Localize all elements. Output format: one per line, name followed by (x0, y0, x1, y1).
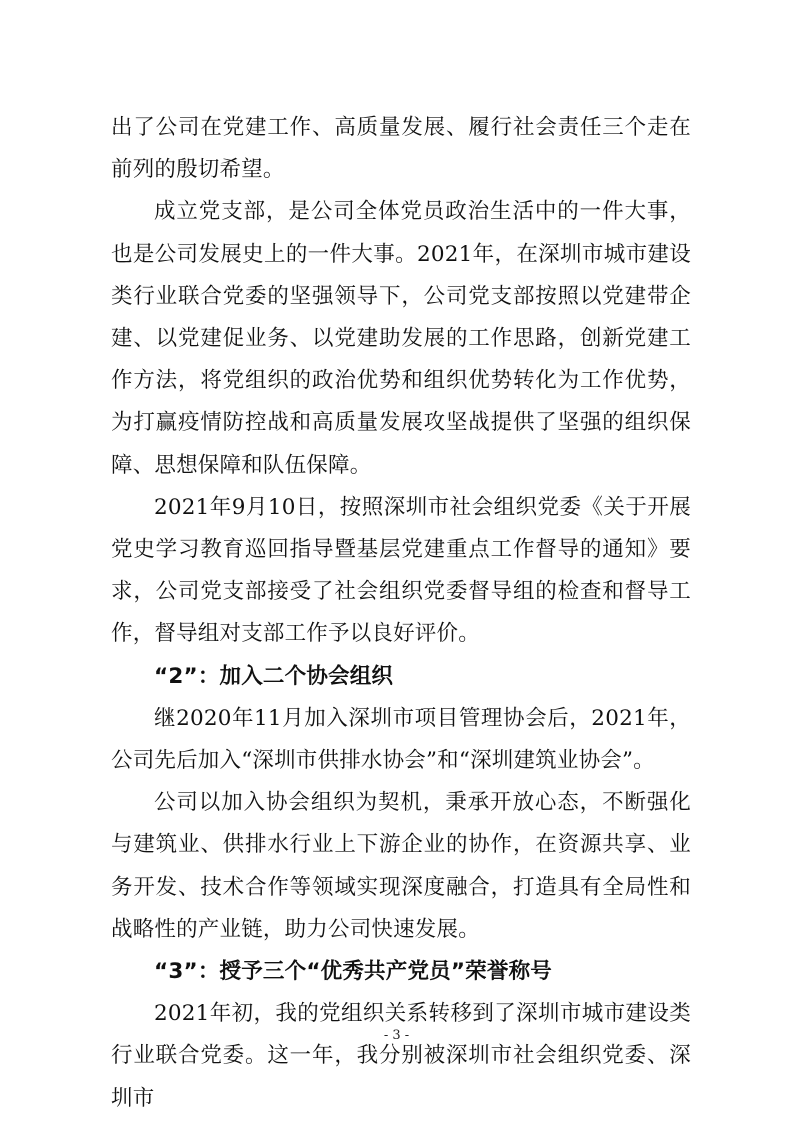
section-heading-2: “2”：加入二个协会组织 (154, 663, 394, 689)
document-body (111, 107, 691, 1120)
paragraph-4: 继2020年11月加入深圳市项目管理协会后，2021年，公司先后加入“深圳市供排水协会”和“深圳建筑业协会”。 (111, 705, 691, 774)
paragraph-6: 2021年初，我的党组织关系转移到了深圳市城市建设类行业联合党委。这一年，我分别被深圳市社会组织党委、深圳市 (111, 1001, 691, 1111)
paragraph-1: 出了公司在党建工作、高质量发展、履行社会责任三个走在前列的殷切希望。 (111, 115, 691, 183)
page-number: - 3 - (383, 1028, 410, 1043)
paragraph-2: 成立党支部，是公司全体党员政治生活中的一件大事，也是公司发展史上的一件大事。2021年，在深圳市城市建设类行业联合党委的坚强领导下，公司党支部按照以党建带企建、以党建促业务、以党建助发展的工作思路，创新党建工作方法，将党组织的政治优势和组织优势转化为工作优势，为打赢疫情防控战和高质量发展攻坚战提供了坚强的组织保障、思想保障和队伍保障。 (111, 199, 691, 478)
paragraph-5: 公司以加入协会组织为契机，秉承开放心态，不断强化与建筑业、供排水行业上下游企业的协作，在资源共享、业务开发、技术合作等领域实现深度融合，打造具有全局性和战略性的产业链，助力公司快速发展。 (111, 790, 691, 942)
paragraph-3: 2021年9月10日，按照深圳市社会组织党委《关于开展党史学习教育巡回指导暨基层党建重点工作督导的通知》要求，公司党支部接受了社会组织党委督导组的检查和督导工作，督导组对支部工作予以良好评价。 (111, 494, 691, 647)
section-heading-3: “3”：授予三个“优秀共产党员”荣誉称号 (154, 959, 552, 985)
